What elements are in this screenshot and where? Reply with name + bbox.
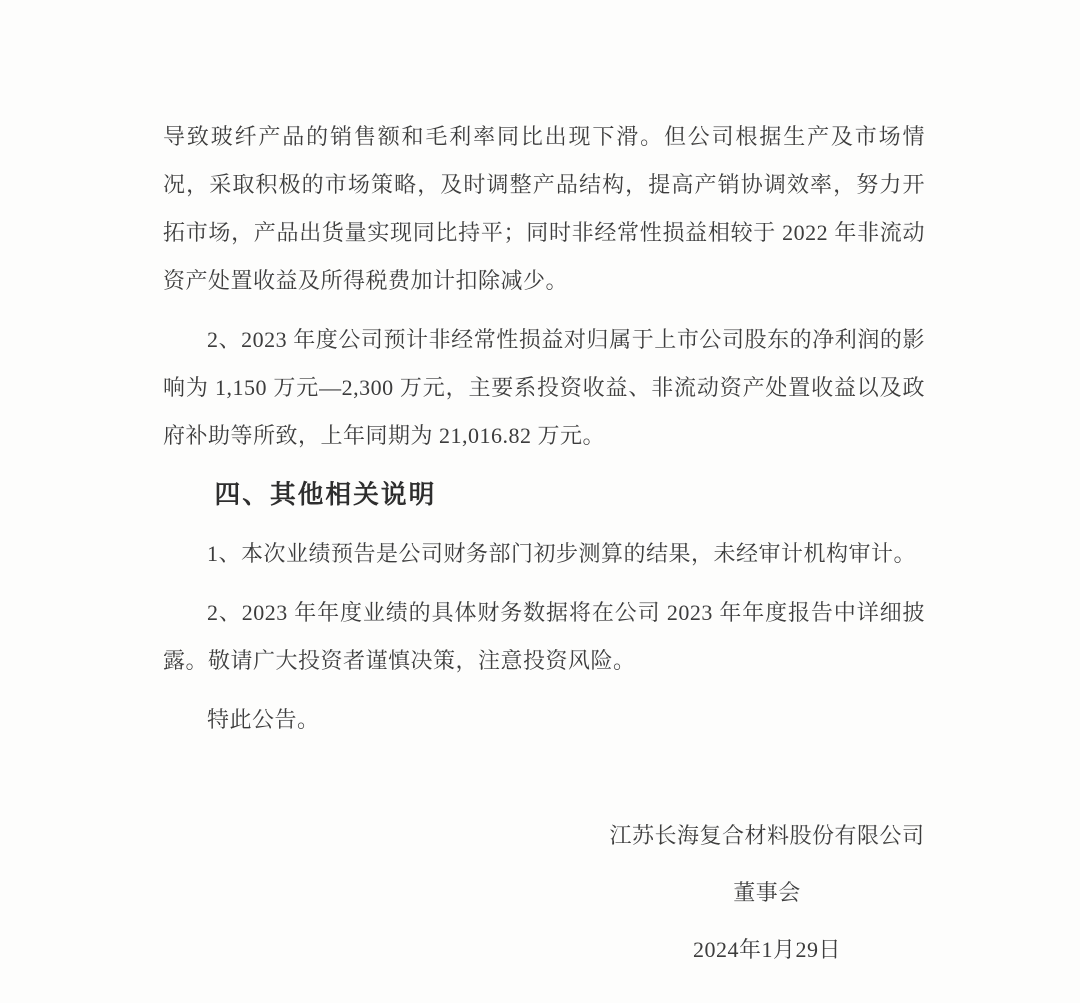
signature-company-name: 江苏长海复合材料股份有限公司 xyxy=(609,823,925,848)
paragraph-nonrecurring-items: 2、2023 年度公司预计非经常性损益对归属于上市公司股东的净利润的影响为 1,150 万元—2,300 万元，主要系投资收益、非流动资产处置收益以及政府补助等所致，上年同期为 21,016.82 万元。 xyxy=(163,327,925,448)
paragraph-disclosure-note: 2、2023 年年度业绩的具体财务数据将在公司 2023 年年度报告中详细披露。敬请广大投资者谨慎决策，注意投资风险。 xyxy=(163,600,925,673)
section-heading-other-notes: 四、其他相关说明 xyxy=(214,481,437,509)
signature-board: 董事会 xyxy=(733,880,801,905)
paragraph-unaudited-note: 1、本次业绩预告是公司财务部门初步测算的结果，未经审计机构审计。 xyxy=(207,541,917,566)
paragraph-continuation: 导致玻纤产品的销售额和毛利率同比出现下滑。但公司根据生产及市场情况，采取积极的市场策略，及时调整产品结构，提高产销协调效率，努力开拓市场，产品出货量实现同比持平；同时非经常性损益相较于 2022 年非流动资产处置收益及所得税费加计扣除减少。 xyxy=(163,124,925,293)
document-content xyxy=(163,113,925,983)
signature-date: 2024年1月29日 xyxy=(692,937,841,962)
signature-block xyxy=(595,812,939,974)
closing-statement: 特此公告。 xyxy=(207,707,320,732)
